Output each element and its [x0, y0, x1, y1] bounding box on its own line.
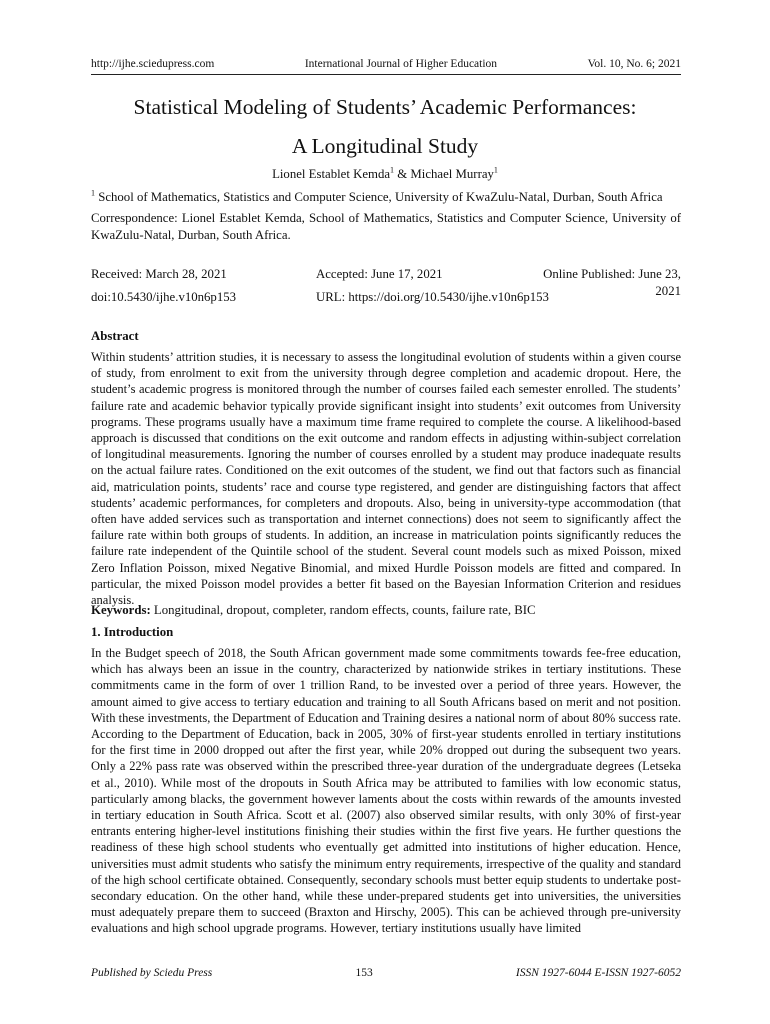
identifiers-row [91, 289, 681, 306]
abstract-heading: Abstract [91, 329, 139, 343]
affiliation-text: School of Mathematics, Statistics and Computer Science, University of KwaZulu-Natal, Durban, South Africa [95, 190, 663, 204]
author-separator: & [394, 167, 411, 181]
authors [60, 167, 710, 182]
accepted-date: Accepted: June 17, 2021 [316, 267, 443, 281]
journal-url[interactable]: http://ijhe.sciedupress.com [91, 58, 215, 70]
issn: ISSN 1927-6044 E-ISSN 1927-6052 [515, 967, 681, 979]
correspondence: Correspondence: Lionel Establet Kemda, School of Mathematics, Statistics and Computer Science, University of KwaZulu-Natal, Durban, South Africa. [91, 211, 681, 242]
page-footer [91, 967, 681, 979]
keywords-text: Longitudinal, dropout, completer, random effects, counts, failure rate, BIC [150, 603, 536, 617]
running-header [91, 57, 681, 75]
author-2-affiliation-mark: 1 [493, 165, 498, 175]
introduction-text: In the Budget speech of 2018, the South African government made some commitments towards fee-free education, which has always been an issue in the country, characterized by nationwide strikes in tertiary institutions. These commitments came in the form of over 1 trillion Rand, to be invested over a period of three years. However, the amount aimed to give access to tertiary education and training to all South Africans based on merit and not position. With these investments, the Department of Education and Training desires a national norm of about 80% success rate. According to the Department of Education, back in 2005, 30% of first-year students enrolled in tertiary institutions for the first time in 2000 dropped out after the first year, while 20% dropped out during the subsequent two years. Only a 22% pass rate was observed within the prescribed three-year duration of the undergraduate degrees (Letseka et al., 2010). While most of the dropouts in South Africa may be attributed to families with low economic status, particularly among blacks, the government however laments about the costs within rewards of the amounts invested in tertiary education in South Africa. Scott et al. (2007) also observed similar results, with only 30% of first-year entrants entering higher-level institutions finishing their studies within the first five years. He further questions the readiness of these high school students who eventually get admitted into institutions of higher education. Hence, universities must admit students who satisfy the minimum entry requirements, irrespective of the quality and standard of the high school certificate obtained. Consequently, secondary schools must better equip students to undertake post-secondary education. On the other hand, while these under-prepared students get into universities, the universities must adequately prepare them to succeed (Braxton and Hirschy, 2005). This can be achieved through pre-university evaluations and high school upgrade programs. However, tertiary institutions usually have limited [91, 646, 681, 936]
received-date: Received: March 28, 2021 [91, 267, 227, 281]
affiliation-mark: 1 [91, 188, 95, 198]
publisher: Published by Sciedu Press [91, 967, 213, 979]
affiliation [91, 189, 681, 206]
doi: doi:10.5430/ijhe.v10n6p153 [91, 290, 237, 304]
paper-title-line1: Statistical Modeling of Students’ Academic Performances: [133, 95, 637, 119]
volume-info: Vol. 10, No. 6; 2021 [587, 58, 681, 70]
author-1: Lionel Establet Kemda [272, 167, 391, 181]
author-2: Michael Murray [410, 167, 494, 181]
page-number: 153 [355, 967, 373, 979]
introduction-heading: 1. Introduction [91, 625, 174, 639]
abstract-text: Within students’ attrition studies, it is necessary to assess the longitudinal evolution of students within a given course of study, from enrolment to exit from the university through degree completion and academic dropout. Here, the student’s academic progress is monitored through the number of courses failed each semester enrolled. The students’ failure rate and academic behavior typically provide significant insight into students’ exit outcomes from University programs. These programs usually have a maximum time frame required to complete the course. A likelihood-based approach is discussed that conditions on the exit outcome and random effects in adjusting within-subject correlation of longitudinal measurements. Ignoring the number of courses enrolled by a student may produce inadequate results on the actual failure rates. Conditioned on the exit outcomes of the student, we find out that factors such as financial aid, matriculation points, students’ race and course type registered, and gender are distinguishing factors that affect students’ academic performances, for completers and dropouts. Also, being in university-type accommodation (that often have added services such as transportation and internet connections) does not seem to significantly affect the failure rate within both groups of students. In addition, an increase in matriculation points significantly reduces the failure rate independent of the Quintile school of the student. Several count models such as mixed Poisson, mixed Zero Inflation Poisson, mixed Negative Binomial, and mixed Hurdle Poisson models are fitted and compared. In particular, the mixed Poisson model provides a better fit based on the Bayesian Information Criterion and residues analysis. [91, 350, 681, 608]
doi-url[interactable]: URL: https://doi.org/10.5430/ijhe.v10n6p153 [316, 290, 549, 304]
paper-title-line2: A Longitudinal Study [291, 134, 479, 158]
author-1-affiliation-mark: 1 [390, 165, 395, 175]
keywords-label: Keywords: [91, 603, 151, 617]
published-date: Online Published: June 23, 2021 [543, 267, 681, 298]
keywords [91, 603, 681, 618]
journal-name: International Journal of Higher Education [304, 58, 498, 70]
